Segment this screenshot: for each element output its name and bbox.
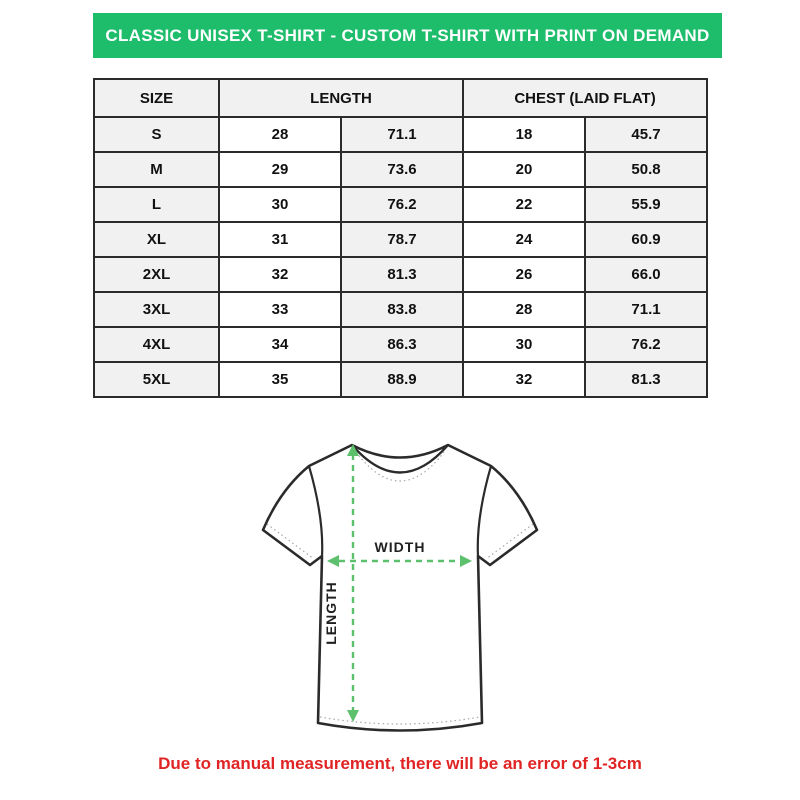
- table-row: [94, 292, 707, 327]
- size-cell: XL: [94, 222, 219, 257]
- length-cm-cell: 81.3: [341, 257, 463, 292]
- chest-cm-cell: 50.8: [585, 152, 707, 187]
- page-title: CLASSIC UNISEX T-SHIRT - CUSTOM T-SHIRT WITH PRINT ON DEMAND: [105, 25, 710, 45]
- title-banner: [93, 13, 722, 58]
- length-cm-cell: 78.7: [341, 222, 463, 257]
- length-cm-cell: 71.1: [341, 117, 463, 152]
- length-cm-cell: 83.8: [341, 292, 463, 327]
- width-label: WIDTH: [374, 539, 426, 555]
- length-label: LENGTH: [323, 581, 339, 645]
- length-cm-cell: 88.9: [341, 362, 463, 397]
- chest-cm-cell: 60.9: [585, 222, 707, 257]
- table-row: [94, 117, 707, 152]
- chest-cm-cell: 71.1: [585, 292, 707, 327]
- size-cell: S: [94, 117, 219, 152]
- chest-in-cell: 22: [463, 187, 585, 222]
- table-row: [94, 257, 707, 292]
- chest-in-cell: 18: [463, 117, 585, 152]
- table-row: [94, 187, 707, 222]
- length-in-cell: 28: [219, 117, 341, 152]
- length-in-cell: 32: [219, 257, 341, 292]
- tshirt-measurement-diagram: [250, 428, 550, 748]
- chest-in-cell: 32: [463, 362, 585, 397]
- size-cell: 3XL: [94, 292, 219, 327]
- size-cell: 2XL: [94, 257, 219, 292]
- column-header-chest: CHEST (LAID FLAT): [463, 79, 707, 117]
- size-cell: M: [94, 152, 219, 187]
- tshirt-diagram-svg: [250, 428, 550, 748]
- chest-in-cell: 24: [463, 222, 585, 257]
- length-in-cell: 34: [219, 327, 341, 362]
- chest-cm-cell: 81.3: [585, 362, 707, 397]
- chest-cm-cell: 66.0: [585, 257, 707, 292]
- column-header-size: SIZE: [94, 79, 219, 117]
- length-in-cell: 31: [219, 222, 341, 257]
- tshirt-outline: [263, 445, 537, 731]
- length-in-cell: 29: [219, 152, 341, 187]
- size-cell: L: [94, 187, 219, 222]
- size-cell: 5XL: [94, 362, 219, 397]
- chest-cm-cell: 55.9: [585, 187, 707, 222]
- chest-in-cell: 28: [463, 292, 585, 327]
- chest-in-cell: 20: [463, 152, 585, 187]
- measurement-error-note: Due to manual measurement, there will be an error of 1-3cm: [158, 754, 642, 773]
- chest-in-cell: 26: [463, 257, 585, 292]
- chest-in-cell: 30: [463, 327, 585, 362]
- table-header-row: [94, 79, 707, 117]
- table-row: [94, 152, 707, 187]
- column-header-length: LENGTH: [219, 79, 463, 117]
- length-in-cell: 35: [219, 362, 341, 397]
- chest-cm-cell: 76.2: [585, 327, 707, 362]
- table-row: [94, 362, 707, 397]
- size-table: [93, 78, 708, 398]
- table-row: [94, 327, 707, 362]
- table-row: [94, 222, 707, 257]
- length-cm-cell: 73.6: [341, 152, 463, 187]
- length-cm-cell: 76.2: [341, 187, 463, 222]
- length-in-cell: 33: [219, 292, 341, 327]
- length-in-cell: 30: [219, 187, 341, 222]
- length-cm-cell: 86.3: [341, 327, 463, 362]
- size-cell: 4XL: [94, 327, 219, 362]
- chest-cm-cell: 45.7: [585, 117, 707, 152]
